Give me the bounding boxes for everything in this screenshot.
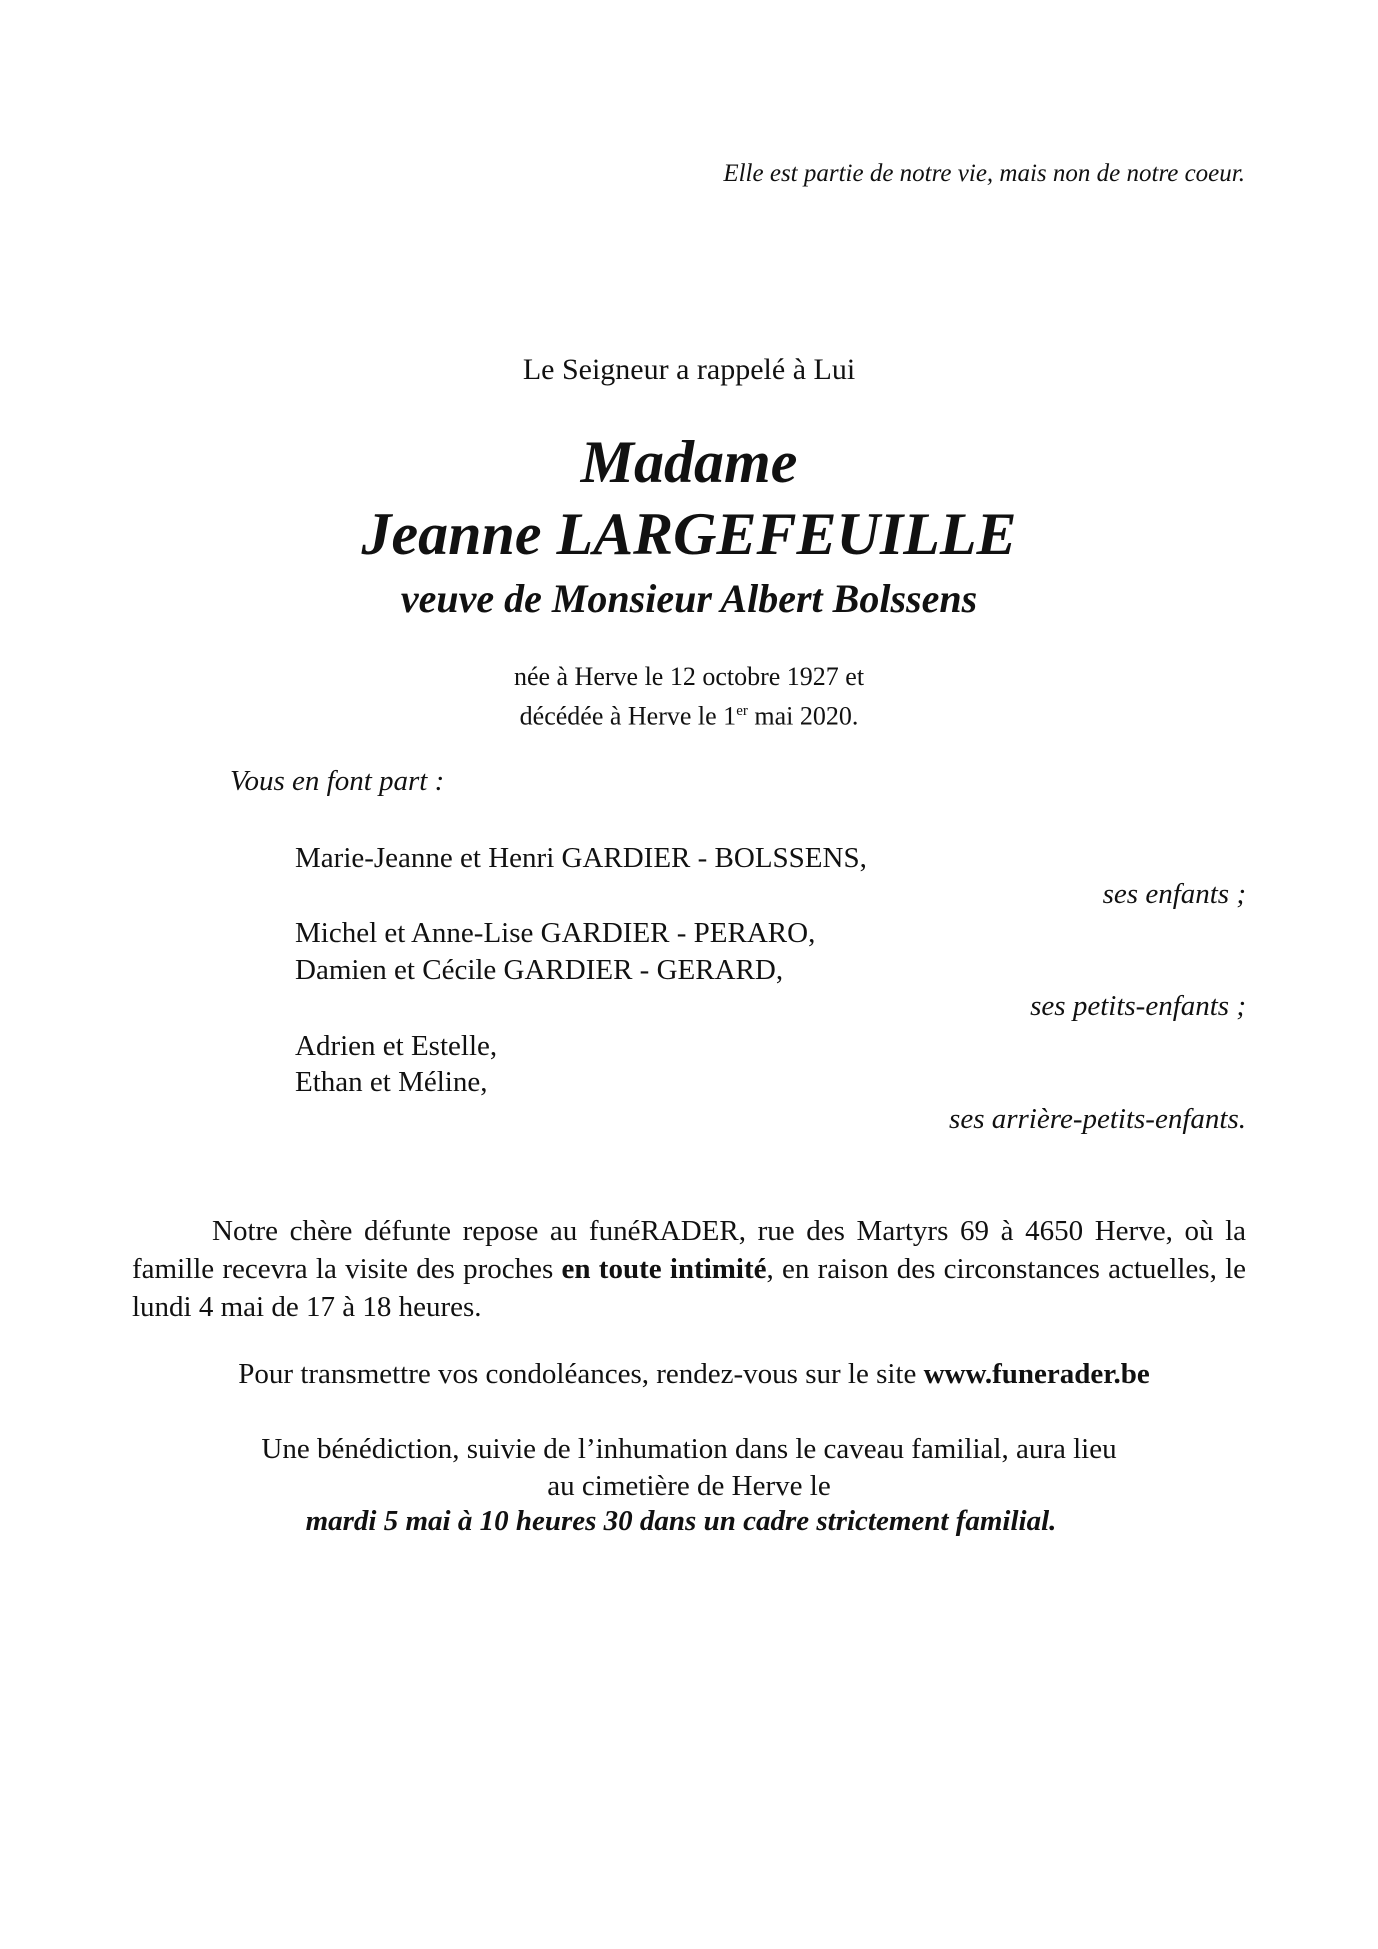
- family-member-great-grandchild-2: Ethan et Méline,: [295, 1066, 488, 1098]
- birth-line: née à Herve le 12 octobre 1927 et: [513, 662, 865, 691]
- condolences-line: [0, 1355, 1378, 1393]
- family-member-grandchild-1: Michel et Anne-Lise GARDIER - PERARO,: [295, 917, 816, 949]
- death-superscript: er: [736, 703, 748, 719]
- deceased-name: Jeanne LARGEFEUILLE: [361, 501, 1017, 567]
- grandchildren-label: ses petits-enfants ;: [1030, 990, 1246, 1022]
- visitation-text-2: , en raison des circonstances actuelles, le lundi 4 mai de 17 à 18 heures.: [132, 1253, 1246, 1323]
- epigraph: Elle est partie de notre vie, mais non de notre coeur.: [723, 160, 1245, 187]
- birth-death-dates: [0, 660, 1378, 734]
- deceased-title: Madame: [580, 429, 798, 495]
- great-grandchildren-label: ses arrière-petits-enfants.: [949, 1103, 1246, 1135]
- ceremony-line-3: mardi 5 mai à 10 heures 30 dans un cadre strictement familial.: [305, 1505, 1057, 1537]
- death-line: [0, 694, 1378, 734]
- ceremony-line-2: au cimetière de Herve le: [547, 1470, 831, 1502]
- ceremony-line-1: Une bénédiction, suivie de l’inhumation dans le caveau familial, aura lieu: [261, 1433, 1117, 1465]
- visitation-emphasis: en toute intimité: [561, 1253, 767, 1285]
- widow-of-line: veuve de Monsieur Albert Bolssens: [400, 576, 978, 621]
- family-member-great-grandchild-1: Adrien et Estelle,: [295, 1030, 498, 1062]
- visitation-text-1: Notre chère défunte repose au funéRADER, rue des Martyrs 69 à 4650 Herve, où la famille recevra la visite des proches: [132, 1215, 1246, 1285]
- condolences-text: Pour transmettre vos condoléances, rendez-vous sur le site: [238, 1358, 924, 1390]
- death-prefix: décédée à Herve le 1: [519, 701, 737, 731]
- intro-line: Le Seigneur a rappelé à Lui: [522, 353, 856, 386]
- children-label: ses enfants ;: [1102, 878, 1246, 910]
- death-suffix: mai 2020.: [747, 701, 859, 731]
- visitation-paragraph: [132, 1212, 1246, 1326]
- family-member-grandchild-2: Damien et Cécile GARDIER - GERARD,: [295, 954, 784, 986]
- condolences-website-link[interactable]: www.funerader.be: [923, 1358, 1150, 1390]
- family-member-child-1: Marie-Jeanne et Henri GARDIER - BOLSSENS,: [295, 842, 867, 874]
- announcement-label: Vous en font part :: [230, 765, 445, 797]
